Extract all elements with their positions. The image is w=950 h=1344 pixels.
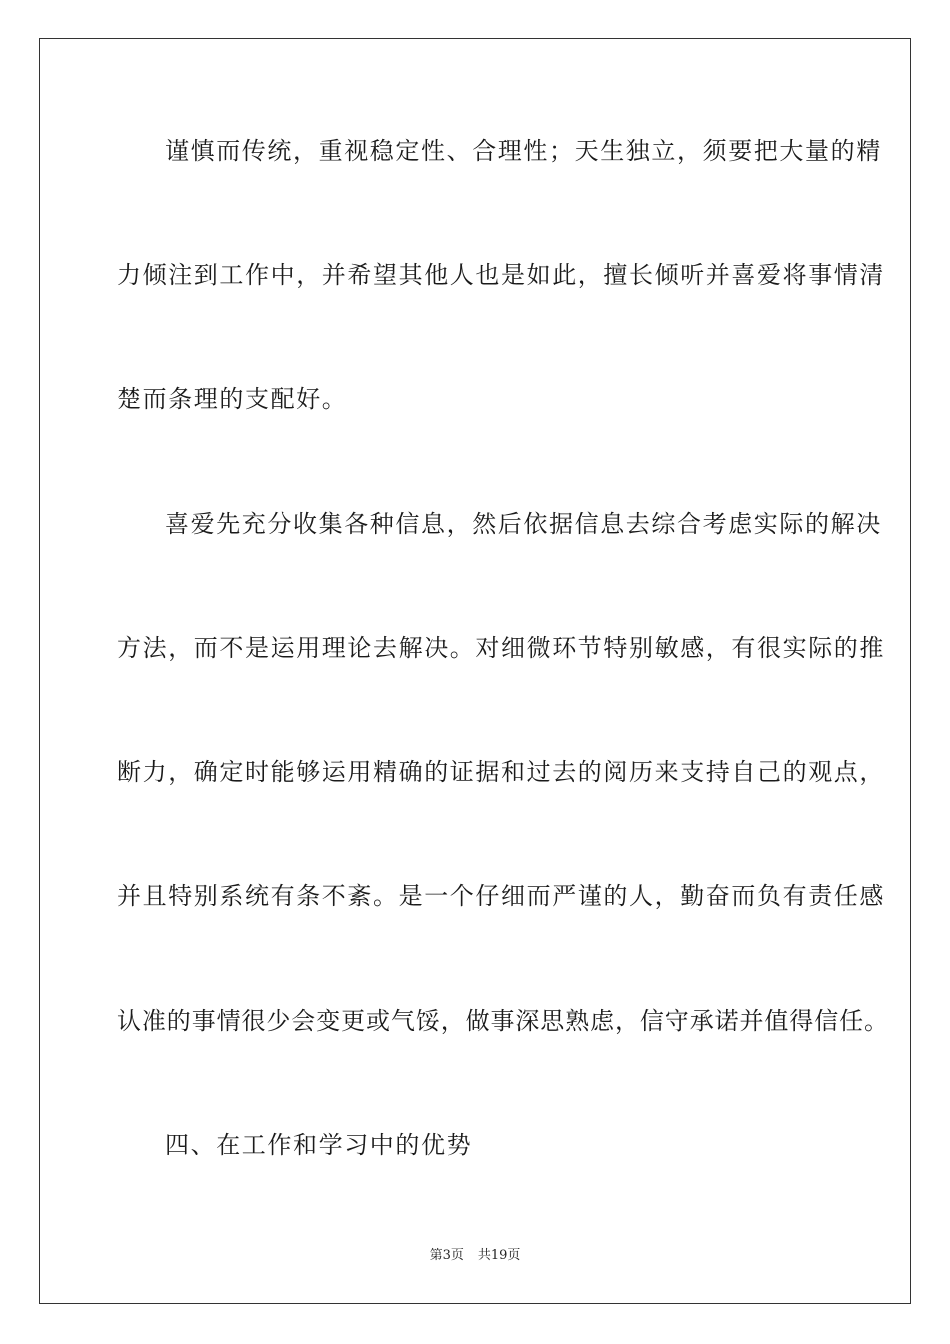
page-border [39,38,911,1304]
page-number: 第3页 [429,1248,464,1263]
paragraph-line: 谨慎而传统，重视稳定性、合理性；天生独立，须要把大量的精 [165,137,882,165]
paragraph-line: 并且特别系统有条不紊。是一个仔细而严谨的人，勤奋而负有责任感 [117,882,885,910]
paragraph-line: 断力，确定时能够运用精确的证据和过去的阅历来支持自己的观点， [117,758,885,786]
paragraph-line: 喜爱先充分收集各种信息，然后依据信息去综合考虑实际的解决 [165,510,882,538]
page-footer [0,1247,950,1265]
paragraph-line: 认准的事情很少会变更或气馁，做事深思熟虑，信守承诺并值得信任。 [117,1007,889,1035]
paragraph-line: 方法，而不是运用理论去解决。对细微环节特别敏感，有很实际的推 [117,634,885,662]
section-heading: 四、在工作和学习中的优势 [165,1131,473,1159]
paragraph-line: 楚而条理的支配好。 [117,385,348,413]
page-total: 共19页 [477,1248,521,1263]
paragraph-line: 力倾注到工作中，并希望其他人也是如此，擅长倾听并喜爱将事情清 [117,261,885,289]
